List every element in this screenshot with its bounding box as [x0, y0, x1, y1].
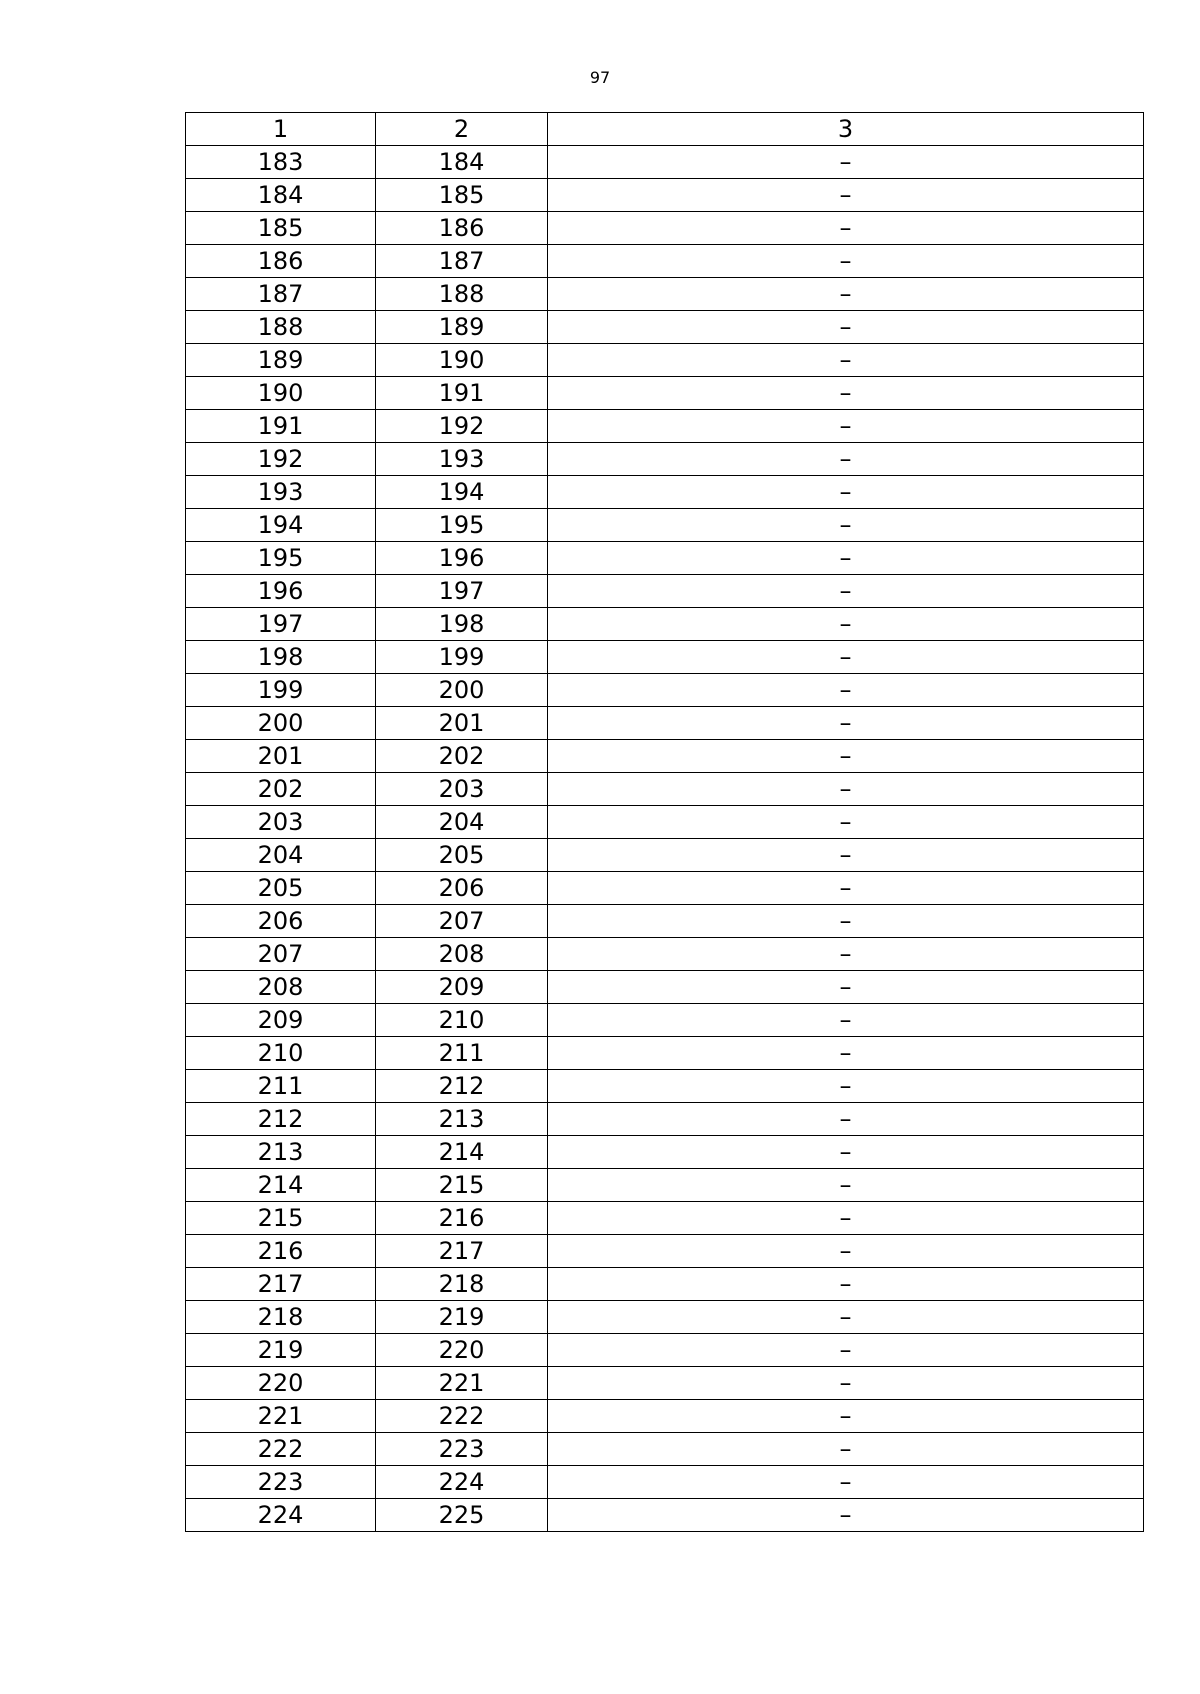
table-row [186, 905, 1144, 938]
table-cell-col-2: 219 [376, 1301, 548, 1334]
table-cell-col-3: – [548, 146, 1144, 179]
table-row [186, 938, 1144, 971]
table-cell-col-1: 210 [186, 1037, 376, 1070]
table-cell-col-1: 202 [186, 773, 376, 806]
table-cell-col-1: 207 [186, 938, 376, 971]
table-cell-col-1: 218 [186, 1301, 376, 1334]
table-cell-col-3: – [548, 1202, 1144, 1235]
table-row [186, 1169, 1144, 1202]
table-cell-col-1: 224 [186, 1499, 376, 1532]
table-cell-col-2: 217 [376, 1235, 548, 1268]
data-table [185, 112, 1144, 1532]
table-cell-col-1: 206 [186, 905, 376, 938]
table-row [186, 674, 1144, 707]
table-cell-col-1: 185 [186, 212, 376, 245]
table-row [186, 311, 1144, 344]
table-cell-col-1: 197 [186, 608, 376, 641]
table-cell-col-1: 209 [186, 1004, 376, 1037]
table-cell-col-1: 186 [186, 245, 376, 278]
table-row [186, 839, 1144, 872]
table-cell-col-2: 205 [376, 839, 548, 872]
table-cell-col-2: 204 [376, 806, 548, 839]
table-cell-col-1: 221 [186, 1400, 376, 1433]
table-row [186, 806, 1144, 839]
table-cell-col-2: 188 [376, 278, 548, 311]
table-cell-col-2: 208 [376, 938, 548, 971]
table-cell-col-3: – [548, 377, 1144, 410]
table-cell-col-3: – [548, 1367, 1144, 1400]
table-cell-col-2: 184 [376, 146, 548, 179]
table-row [186, 509, 1144, 542]
table-cell-col-3: – [548, 212, 1144, 245]
table-cell-col-2: 203 [376, 773, 548, 806]
page-number: 97 [589, 68, 611, 87]
table-row [186, 971, 1144, 1004]
table-cell-col-2: 201 [376, 707, 548, 740]
table-cell-col-2: 186 [376, 212, 548, 245]
table-row [186, 1202, 1144, 1235]
table-row [186, 410, 1144, 443]
table-cell-col-3: – [548, 1103, 1144, 1136]
table-cell-col-2: 214 [376, 1136, 548, 1169]
table-cell-col-2: 206 [376, 872, 548, 905]
table-cell-col-2: 220 [376, 1334, 548, 1367]
table-row [186, 1499, 1144, 1532]
table-cell-col-2: 192 [376, 410, 548, 443]
table-cell-col-2: 213 [376, 1103, 548, 1136]
table-cell-col-1: 189 [186, 344, 376, 377]
table-row [186, 1037, 1144, 1070]
table-cell-col-3: – [548, 806, 1144, 839]
table-cell-col-2: 189 [376, 311, 548, 344]
table-cell-col-3: – [548, 1136, 1144, 1169]
table-row [186, 1367, 1144, 1400]
table-cell-col-1: 205 [186, 872, 376, 905]
table-cell-col-1: 191 [186, 410, 376, 443]
table-cell-col-3: – [548, 1301, 1144, 1334]
table-row [186, 1433, 1144, 1466]
table-cell-col-2: 218 [376, 1268, 548, 1301]
table-row [186, 1136, 1144, 1169]
table-row [186, 773, 1144, 806]
table-row [186, 377, 1144, 410]
table-cell-col-3: – [548, 971, 1144, 1004]
table-cell-col-2: 187 [376, 245, 548, 278]
table-cell-col-1: 223 [186, 1466, 376, 1499]
table-cell-col-2: 185 [376, 179, 548, 212]
table-cell-col-3: – [548, 839, 1144, 872]
table-cell-col-3: – [548, 1400, 1144, 1433]
table-cell-col-1: 216 [186, 1235, 376, 1268]
table-row [186, 872, 1144, 905]
table-row [186, 146, 1144, 179]
table-cell-col-3: – [548, 938, 1144, 971]
table-row [186, 1268, 1144, 1301]
table-cell-col-1: 187 [186, 278, 376, 311]
table-row [186, 245, 1144, 278]
table-cell-col-1: 201 [186, 740, 376, 773]
table-cell-col-1: 204 [186, 839, 376, 872]
table-cell-col-1: 222 [186, 1433, 376, 1466]
header-row [186, 113, 1144, 146]
table-cell-col-3: – [548, 344, 1144, 377]
table-row [186, 707, 1144, 740]
table-row [186, 1334, 1144, 1367]
table-cell-col-3: – [548, 905, 1144, 938]
table-cell-col-1: 214 [186, 1169, 376, 1202]
table-cell-col-2: 202 [376, 740, 548, 773]
table-cell-col-2: 215 [376, 1169, 548, 1202]
table-cell-col-1: 215 [186, 1202, 376, 1235]
table-cell-col-1: 219 [186, 1334, 376, 1367]
table-header [186, 113, 1144, 146]
table-cell-col-3: – [548, 311, 1144, 344]
table-cell-col-3: – [548, 509, 1144, 542]
table-row [186, 740, 1144, 773]
table-row [186, 1103, 1144, 1136]
table-cell-col-3: – [548, 1334, 1144, 1367]
table-row [186, 1301, 1144, 1334]
table-cell-col-1: 196 [186, 575, 376, 608]
table-cell-col-1: 208 [186, 971, 376, 1004]
table-cell-col-3: – [548, 443, 1144, 476]
table-cell-col-2: 216 [376, 1202, 548, 1235]
table-cell-col-3: – [548, 707, 1144, 740]
table-cell-col-3: – [548, 674, 1144, 707]
table-row [186, 575, 1144, 608]
table-cell-col-3: – [548, 1433, 1144, 1466]
table-cell-col-2: 210 [376, 1004, 548, 1037]
table-cell-col-1: 198 [186, 641, 376, 674]
table-cell-col-3: – [548, 1169, 1144, 1202]
table-cell-col-3: – [548, 1004, 1144, 1037]
table-row [186, 1466, 1144, 1499]
table-cell-col-3: – [548, 740, 1144, 773]
table-cell-col-3: – [548, 1070, 1144, 1103]
table-cell-col-2: 207 [376, 905, 548, 938]
table-row [186, 1004, 1144, 1037]
table-cell-col-2: 196 [376, 542, 548, 575]
table-cell-col-1: 217 [186, 1268, 376, 1301]
table-cell-col-2: 193 [376, 443, 548, 476]
table-row [186, 443, 1144, 476]
table-cell-col-2: 209 [376, 971, 548, 1004]
table-cell-col-1: 183 [186, 146, 376, 179]
table-cell-col-2: 221 [376, 1367, 548, 1400]
column-header-3: 3 [548, 113, 1144, 146]
table-cell-col-2: 222 [376, 1400, 548, 1433]
table-cell-col-3: – [548, 641, 1144, 674]
table-cell-col-2: 211 [376, 1037, 548, 1070]
table-row [186, 278, 1144, 311]
table-cell-col-3: – [548, 1466, 1144, 1499]
table-cell-col-3: – [548, 278, 1144, 311]
table-row [186, 1235, 1144, 1268]
table-cell-col-2: 225 [376, 1499, 548, 1532]
column-header-1: 1 [186, 113, 376, 146]
table-row [186, 1400, 1144, 1433]
table-cell-col-3: – [548, 245, 1144, 278]
table-cell-col-3: – [548, 1268, 1144, 1301]
table-row [186, 179, 1144, 212]
table-cell-col-3: – [548, 410, 1144, 443]
table-cell-col-2: 199 [376, 641, 548, 674]
table-cell-col-1: 212 [186, 1103, 376, 1136]
table-row [186, 542, 1144, 575]
table-cell-col-2: 200 [376, 674, 548, 707]
table-cell-col-3: – [548, 1037, 1144, 1070]
table-row [186, 476, 1144, 509]
table-cell-col-3: – [548, 608, 1144, 641]
table-row [186, 608, 1144, 641]
table-cell-col-2: 190 [376, 344, 548, 377]
table-cell-col-3: – [548, 179, 1144, 212]
table-cell-col-1: 195 [186, 542, 376, 575]
table-cell-col-3: – [548, 1499, 1144, 1532]
table-cell-col-1: 211 [186, 1070, 376, 1103]
table-cell-col-1: 199 [186, 674, 376, 707]
table-row [186, 344, 1144, 377]
table-cell-col-2: 194 [376, 476, 548, 509]
table-cell-col-1: 192 [186, 443, 376, 476]
table-cell-col-2: 223 [376, 1433, 548, 1466]
table-cell-col-1: 193 [186, 476, 376, 509]
table-cell-col-3: – [548, 575, 1144, 608]
table-cell-col-2: 195 [376, 509, 548, 542]
table-cell-col-2: 197 [376, 575, 548, 608]
table-row [186, 641, 1144, 674]
table-cell-col-1: 184 [186, 179, 376, 212]
table-cell-col-2: 191 [376, 377, 548, 410]
table-cell-col-1: 190 [186, 377, 376, 410]
table-cell-col-1: 220 [186, 1367, 376, 1400]
table-cell-col-3: – [548, 1235, 1144, 1268]
table-cell-col-1: 203 [186, 806, 376, 839]
table-cell-col-3: – [548, 476, 1144, 509]
table-cell-col-3: – [548, 542, 1144, 575]
table-cell-col-1: 194 [186, 509, 376, 542]
table-cell-col-1: 188 [186, 311, 376, 344]
table-cell-col-3: – [548, 872, 1144, 905]
table-cell-col-1: 200 [186, 707, 376, 740]
column-header-2: 2 [376, 113, 548, 146]
table-row [186, 212, 1144, 245]
table-cell-col-2: 198 [376, 608, 548, 641]
table-cell-col-2: 212 [376, 1070, 548, 1103]
table-body [186, 146, 1144, 1532]
table-cell-col-1: 213 [186, 1136, 376, 1169]
table-row [186, 1070, 1144, 1103]
table-cell-col-2: 224 [376, 1466, 548, 1499]
table-cell-col-3: – [548, 773, 1144, 806]
